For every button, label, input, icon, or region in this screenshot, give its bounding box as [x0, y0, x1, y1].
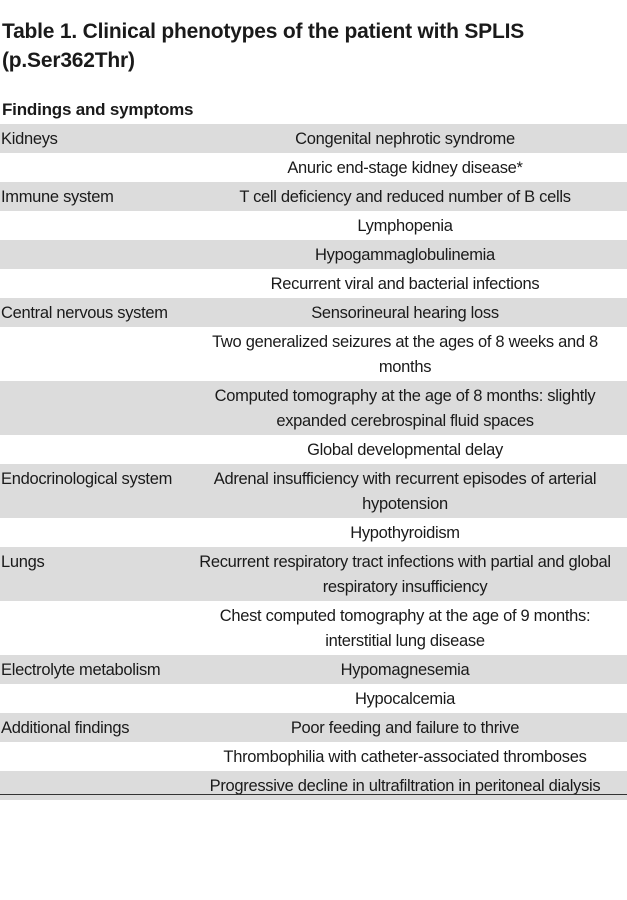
row-category [0, 381, 187, 385]
row-category: Endocrinological system [1, 470, 173, 488]
table-row [0, 655, 627, 684]
row-category: Immune system [1, 188, 114, 206]
table-row [0, 684, 627, 713]
row-category [0, 771, 187, 775]
row-finding: Two generalized seizures at the ages of 8 weeks and 8 months [212, 333, 598, 376]
row-finding: Chest computed tomography at the age of 9 months: interstitial lung disease [219, 607, 591, 650]
row-finding: Lymphopenia [357, 217, 453, 235]
row-finding: Hypomagnesemia [340, 661, 470, 679]
table-row [0, 547, 627, 601]
table-row [0, 153, 627, 182]
row-finding: Hypogammaglobulinemia [315, 246, 495, 264]
row-category: Central nervous system [1, 304, 168, 322]
row-category [0, 435, 187, 439]
row-finding: T cell deficiency and reduced number of B cells [239, 188, 571, 206]
row-category: Additional findings [1, 719, 130, 737]
table-row [0, 518, 627, 547]
row-finding: Hypocalcemia [354, 690, 456, 708]
row-finding: Progressive decline in ultrafiltration in peritoneal dialysis [209, 777, 601, 795]
row-finding: Poor feeding and failure to thrive [290, 719, 520, 737]
row-finding: Sensorineural hearing loss [311, 304, 499, 322]
row-category [0, 684, 187, 688]
row-category: Electrolyte metabolism [1, 661, 161, 679]
row-category [0, 742, 187, 746]
row-category [0, 518, 187, 522]
table-row [0, 771, 627, 800]
table-title: Table 1. Clinical phenotypes of the patient with SPLIS (p.Ser362Thr) [2, 20, 525, 72]
table-row [0, 601, 627, 655]
table-row [0, 269, 627, 298]
row-finding: Anuric end-stage kidney disease* [287, 159, 523, 177]
row-finding: Recurrent viral and bacterial infections [270, 275, 540, 293]
row-category: Lungs [1, 553, 45, 571]
table-row [0, 464, 627, 518]
table-row [0, 124, 627, 153]
row-category [0, 269, 187, 273]
table-row [0, 742, 627, 771]
table-bottom-rule [0, 794, 627, 795]
phenotype-table [0, 124, 627, 800]
row-finding: Global developmental delay [307, 441, 503, 459]
row-category [0, 211, 187, 215]
row-category [0, 601, 187, 605]
table-row [0, 298, 627, 327]
row-category [0, 240, 187, 244]
table-row [0, 327, 627, 381]
table-row [0, 182, 627, 211]
row-finding: Recurrent respiratory tract infections with partial and global respiratory insufficiency [199, 553, 611, 596]
row-finding: Hypothyroidism [350, 524, 460, 542]
table-row [0, 381, 627, 435]
row-finding: Congenital nephrotic syndrome [295, 130, 515, 148]
table-row [0, 240, 627, 269]
row-category [0, 327, 187, 331]
row-category: Kidneys [1, 130, 58, 148]
row-finding: Computed tomography at the age of 8 months: slightly expanded cerebrospinal fluid spaces [214, 387, 596, 430]
row-finding: Adrenal insufficiency with recurrent episodes of arterial hypotension [213, 470, 597, 513]
table-row [0, 435, 627, 464]
row-finding: Thrombophilia with catheter-associated thromboses [223, 748, 587, 766]
table-row [0, 211, 627, 240]
table-row [0, 713, 627, 742]
row-category [0, 153, 187, 157]
column-header: Findings and symptoms [2, 100, 194, 119]
